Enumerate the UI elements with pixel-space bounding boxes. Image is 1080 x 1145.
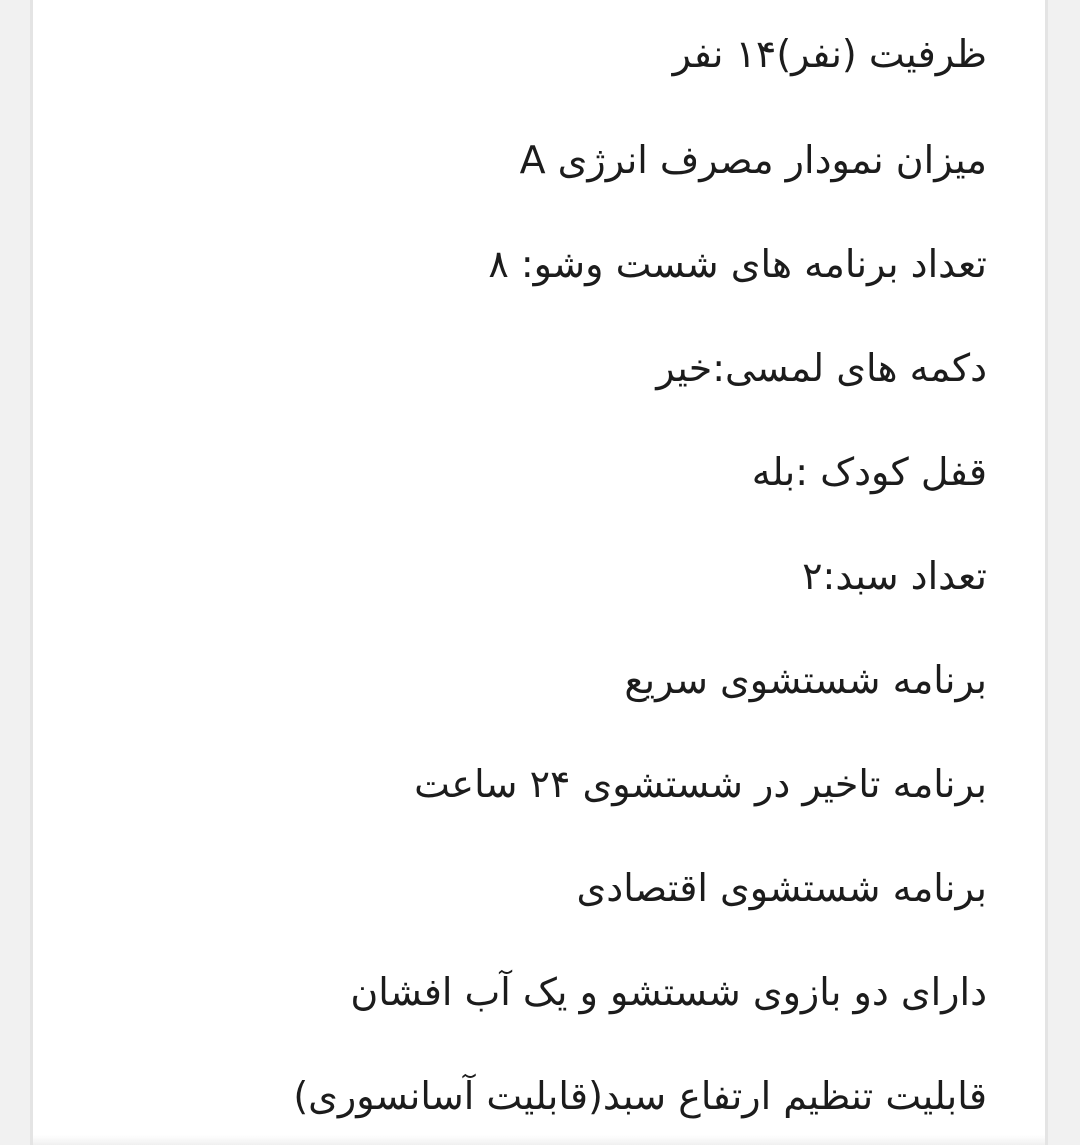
- spec-energy-rating: میزان نمودار مصرف انرژی A: [519, 138, 987, 182]
- spec-spray-arms: دارای دو بازوی شستشو و یک آب افشان: [350, 970, 987, 1014]
- spec-eco-wash: برنامه شستشوی اقتصادی: [576, 866, 987, 910]
- spec-basket-count: تعداد سبد:۲: [802, 554, 987, 598]
- spec-touch-buttons: دکمه های لمسی:خیر: [656, 346, 987, 390]
- spec-list: [87, 0, 987, 1145]
- document-page: [30, 0, 1048, 1145]
- spec-delay-start: برنامه تاخیر در شستشوی ۲۴ ساعت: [414, 762, 987, 806]
- spec-capacity: ظرفیت (نفر)۱۴ نفر: [672, 32, 987, 76]
- bottom-shade: [33, 1135, 1045, 1145]
- spec-child-lock: قفل کودک :بله: [751, 450, 987, 494]
- spec-wash-programs: تعداد برنامه های شست وشو: ۸: [488, 242, 987, 286]
- spec-basket-height: قابلیت تنظیم ارتفاع سبد(قابلیت آسانسوری): [293, 1074, 987, 1118]
- spec-quick-wash: برنامه شستشوی سریع: [624, 658, 987, 702]
